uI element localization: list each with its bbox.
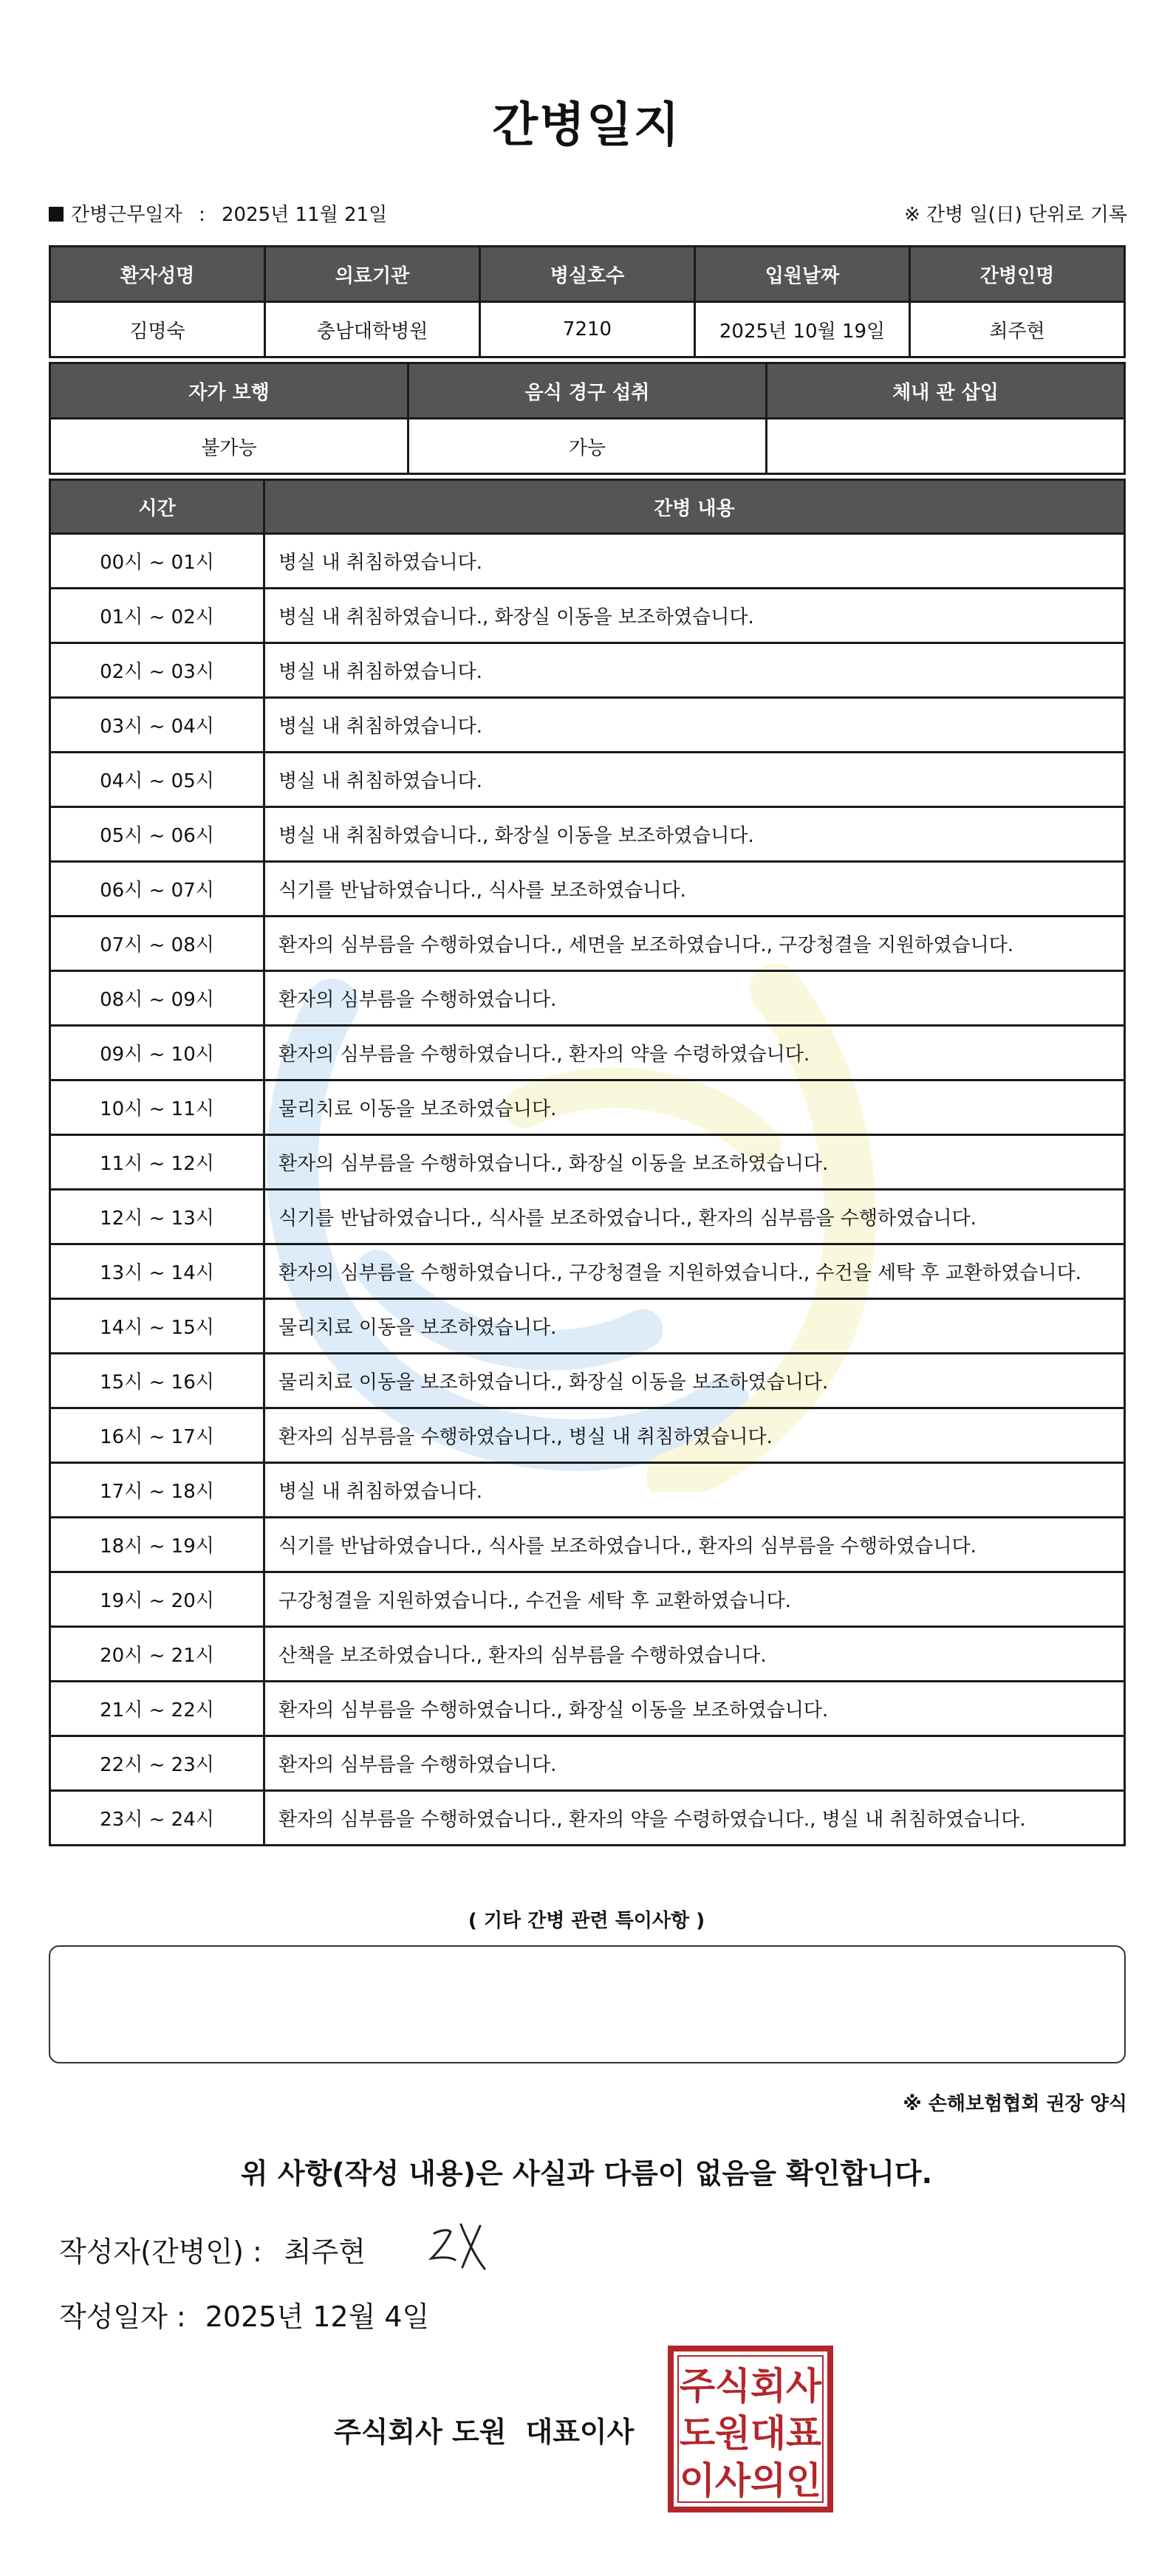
seal-character: 식 (714, 2365, 751, 2408)
seal-character: 사 (714, 2459, 751, 2502)
seal-character: 의 (750, 2459, 787, 2502)
time-slot: 07시 ~ 08시 (50, 917, 264, 971)
time-slot: 00시 ~ 01시 (50, 534, 264, 589)
write-date-line (59, 2294, 429, 2334)
care-content: 환자의 심부름을 수행하였습니다. (264, 971, 1125, 1026)
care-content: 환자의 심부름을 수행하였습니다. (264, 1736, 1125, 1791)
time-slot: 18시 ~ 19시 (50, 1518, 264, 1572)
handwritten-signature-icon (425, 2217, 492, 2276)
writer-line (59, 2229, 366, 2270)
seal-character: 원 (714, 2412, 751, 2455)
seal-character: 인 (785, 2459, 822, 2502)
record-unit-note: ※ 간병 일(日) 단위로 기록 (903, 204, 1127, 226)
care-content: 병실 내 취침하였습니다. (264, 698, 1125, 753)
writer-name: 최주현 (284, 2236, 366, 2268)
care-content: 식기를 반납하였습니다., 식사를 보조하였습니다. (264, 862, 1125, 917)
table-row (50, 1463, 1125, 1518)
company-line (334, 2409, 634, 2450)
header-tube-insertion: 체내 관 삽입 (767, 363, 1125, 419)
room-number: 7210 (480, 302, 695, 357)
table-row (50, 698, 1125, 753)
care-content: 구강청결을 지원하였습니다., 수건을 세탁 후 교환하였습니다. (264, 1572, 1125, 1627)
work-date-value: 2025년 11월 21일 (222, 204, 388, 226)
care-content: 환자의 심부름을 수행하였습니다., 세면을 보조하였습니다., 구강청결을 지원하였습니다. (264, 917, 1125, 971)
time-slot: 04시 ~ 05시 (50, 753, 264, 807)
time-slot: 01시 ~ 02시 (50, 589, 264, 643)
time-slot: 05시 ~ 06시 (50, 807, 264, 862)
header-care-content: 간병 내용 (264, 480, 1125, 534)
care-content: 병실 내 취침하였습니다. (264, 1463, 1125, 1518)
table-row (50, 1518, 1125, 1572)
header-self-walking: 자가 보행 (50, 363, 408, 419)
time-slot: 02시 ~ 03시 (50, 643, 264, 698)
table-row (50, 1408, 1125, 1463)
self-walking-value: 불가능 (50, 419, 408, 474)
header-time: 시간 (50, 480, 264, 534)
care-content: 환자의 심부름을 수행하였습니다., 환자의 약을 수령하였습니다., 병실 내 취침하였습니다. (264, 1791, 1125, 1846)
care-content: 물리치료 이동을 보조하였습니다. (264, 1080, 1125, 1135)
care-content: 식기를 반납하였습니다., 식사를 보조하였습니다., 환자의 심부름을 수행하였습니다. (264, 1190, 1125, 1244)
hospital-name: 충남대학병원 (265, 302, 480, 357)
table-row (50, 753, 1125, 807)
time-slot: 17시 ~ 18시 (50, 1463, 264, 1518)
time-slot: 09시 ~ 10시 (50, 1026, 264, 1080)
care-content: 병실 내 취침하였습니다., 화장실 이동을 보조하였습니다. (264, 807, 1125, 862)
time-slot: 08시 ~ 09시 (50, 971, 264, 1026)
seal-character: 대 (750, 2412, 787, 2455)
header-oral-intake: 음식 경구 섭취 (408, 363, 767, 419)
remarks-title: ( 기타 간병 관련 특이사항 ) (468, 1910, 705, 1932)
table-row (50, 1244, 1125, 1299)
table-row (50, 643, 1125, 698)
patient-info-table (49, 245, 1126, 358)
table-row (50, 917, 1125, 971)
table-row (50, 1791, 1125, 1846)
work-date-label: 간병근무일자 (71, 204, 182, 226)
care-content: 산책을 보조하였습니다., 환자의 심부름을 수행하였습니다. (264, 1627, 1125, 1682)
time-slot: 14시 ~ 15시 (50, 1299, 264, 1354)
header-caregiver-name: 간병인명 (910, 247, 1125, 302)
company-name: 주식회사 도원 (334, 2416, 507, 2448)
header-room-number: 병실호수 (480, 247, 695, 302)
care-content: 병실 내 취침하였습니다. (264, 753, 1125, 807)
care-content: 식기를 반납하였습니다., 식사를 보조하였습니다., 환자의 심부름을 수행하였습니다. (264, 1518, 1125, 1572)
table-row (50, 1135, 1125, 1190)
time-slot: 16시 ~ 17시 (50, 1408, 264, 1463)
table-row (50, 1682, 1125, 1736)
seal-character: 이 (679, 2459, 716, 2502)
care-content: 환자의 심부름을 수행하였습니다., 화장실 이동을 보조하였습니다. (264, 1135, 1125, 1190)
admission-date: 2025년 10월 19일 (695, 302, 910, 357)
black-square-icon (49, 207, 64, 222)
work-date-colon: : (198, 204, 205, 226)
table-row (50, 1627, 1125, 1682)
writer-label: 작성자(간병인) : (59, 2236, 262, 2268)
header-hospital: 의료기관 (265, 247, 480, 302)
care-content: 물리치료 이동을 보조하였습니다. (264, 1299, 1125, 1354)
table-row (50, 1080, 1125, 1135)
table-row (50, 1026, 1125, 1080)
seal-character: 표 (785, 2412, 822, 2455)
table-row (50, 807, 1125, 862)
time-slot: 15시 ~ 16시 (50, 1354, 264, 1408)
page-title: 간병일지 (492, 98, 681, 153)
table-row (50, 1354, 1125, 1408)
time-slot: 10시 ~ 11시 (50, 1080, 264, 1135)
table-row (50, 971, 1125, 1026)
seal-character: 주 (679, 2365, 716, 2408)
time-slot: 12시 ~ 13시 (50, 1190, 264, 1244)
seal-character: 사 (785, 2365, 822, 2408)
table-row (50, 1190, 1125, 1244)
care-content: 환자의 심부름을 수행하였습니다., 구강청결을 지원하였습니다., 수건을 세탁 후 교환하였습니다. (264, 1244, 1125, 1299)
header-patient-name: 환자성명 (50, 247, 265, 302)
write-date-label: 작성일자 : (59, 2301, 186, 2333)
seal-character: 회 (750, 2365, 787, 2408)
time-slot: 19시 ~ 20시 (50, 1572, 264, 1627)
company-ceo-title: 대표이사 (525, 2416, 635, 2448)
patient-status-table (49, 362, 1126, 475)
care-content: 병실 내 취침하였습니다. (264, 534, 1125, 589)
care-content: 병실 내 취침하였습니다., 화장실 이동을 보조하였습니다. (264, 589, 1125, 643)
company-seal-stamp-icon (668, 2346, 833, 2512)
time-slot: 11시 ~ 12시 (50, 1135, 264, 1190)
care-content: 환자의 심부름을 수행하였습니다., 병실 내 취침하였습니다. (264, 1408, 1125, 1463)
confirmation-statement: 위 사항(작성 내용)은 사실과 다름이 없음을 확인합니다. (240, 2157, 933, 2190)
table-row (50, 862, 1125, 917)
remarks-box (49, 1945, 1126, 2063)
work-date-line (49, 199, 387, 227)
time-slot: 03시 ~ 04시 (50, 698, 264, 753)
time-slot: 20시 ~ 21시 (50, 1627, 264, 1682)
tube-insertion-value (767, 419, 1125, 474)
time-slot: 22시 ~ 23시 (50, 1736, 264, 1791)
patient-name: 김명숙 (50, 302, 265, 357)
table-row (50, 589, 1125, 643)
care-schedule-table (49, 479, 1126, 1846)
care-content: 환자의 심부름을 수행하였습니다., 화장실 이동을 보조하였습니다. (264, 1682, 1125, 1736)
header-admission-date: 입원날짜 (695, 247, 910, 302)
time-slot: 13시 ~ 14시 (50, 1244, 264, 1299)
table-row (50, 1736, 1125, 1791)
care-content: 환자의 심부름을 수행하였습니다., 환자의 약을 수령하였습니다. (264, 1026, 1125, 1080)
oral-intake-value: 가능 (408, 419, 767, 474)
write-date-value: 2025년 12월 4일 (205, 2301, 430, 2333)
time-slot: 23시 ~ 24시 (50, 1791, 264, 1846)
table-row (50, 534, 1125, 589)
care-content: 병실 내 취침하였습니다. (264, 643, 1125, 698)
table-row (50, 1572, 1125, 1627)
care-content: 물리치료 이동을 보조하였습니다., 화장실 이동을 보조하였습니다. (264, 1354, 1125, 1408)
time-slot: 06시 ~ 07시 (50, 862, 264, 917)
time-slot: 21시 ~ 22시 (50, 1682, 264, 1736)
standard-form-note: ※ 손해보험협회 권장 양식 (903, 2093, 1127, 2115)
caregiver-name: 최주현 (910, 302, 1125, 357)
table-row (50, 1299, 1125, 1354)
seal-character: 도 (679, 2412, 716, 2455)
